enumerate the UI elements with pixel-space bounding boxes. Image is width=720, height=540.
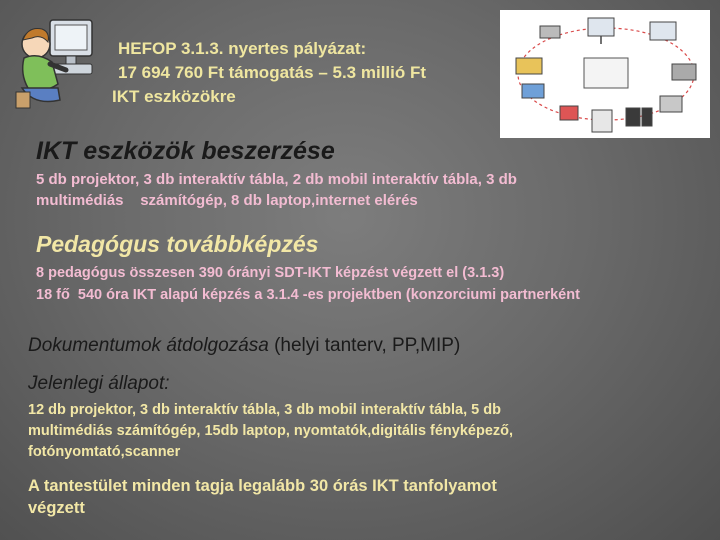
child-computer-clipart [14, 14, 110, 110]
section-jelenlegi-line-3: fotónyomtató,scanner [28, 444, 181, 460]
header-line-2: 17 694 760 Ft támogatás – 5.3 millió Ft [118, 63, 427, 82]
header-line-3: IKT eszközökre [112, 87, 236, 106]
section-tantestulet-line-2: végzett [28, 499, 85, 517]
section-eszkozok-line-1: 5 db projektor, 3 db interaktív tábla, 2 db mobil interaktív tábla, 3 db [36, 171, 517, 188]
section-jelenlegi-line-2: multimédiás számítógép, 15db laptop, nyomtatók,digitális fényképező, [28, 423, 514, 439]
section-dokumentumok-title: Dokumentumok átdolgozása [28, 335, 269, 356]
section-tovabbkepzes-line-1: 8 pedagógus összesen 390 órányi SDT-IKT képzést végzett el (3.1.3) [36, 265, 505, 281]
section-eszkozok-title: IKT eszközök beszerzése [36, 137, 335, 165]
section-tovabbkepzes-title: Pedagógus továbbképzés [36, 231, 319, 257]
section-tovabbkepzes-line-2: 18 fő 540 óra IKT alapú képzés a 3.1.4 -es projektben (konzorciumi partnerként [36, 287, 580, 303]
section-tantestulet-line-1: A tantestület minden tagja legalább 30 órás IKT tanfolyamot [28, 477, 497, 495]
section-jelenlegi-title: Jelenlegi állapot: [28, 373, 170, 394]
section-jelenlegi-line-1: 12 db projektor, 3 db interaktív tábla, 3 db mobil interaktív tábla, 5 db [28, 402, 501, 418]
section-dokumentumok-rest: (helyi tanterv, PP,MIP) [268, 335, 461, 356]
section-eszkozok-line-2: multimédiás számítógép, 8 db laptop,internet elérés [36, 192, 418, 209]
header-line-1: HEFOP 3.1.3. nyertes pályázat: [118, 39, 367, 58]
section-dokumentumok [28, 334, 460, 358]
ikt-devices-photo [500, 10, 710, 138]
